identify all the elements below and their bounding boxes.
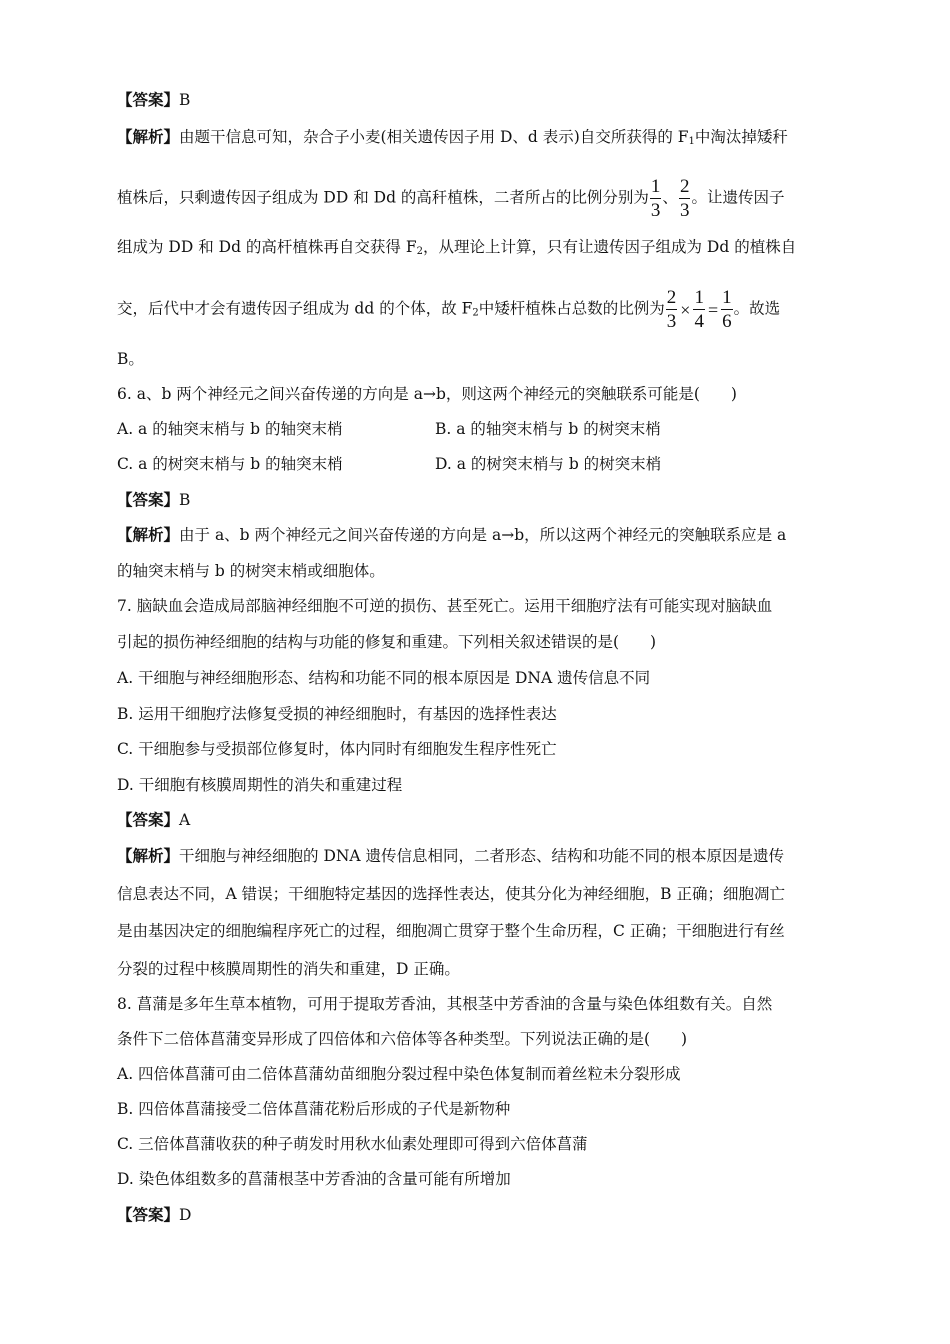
q8-option-d: D. 染色体组数多的菖蒲根茎中芳香油的含量可能有所增加	[117, 1170, 511, 1188]
fraction-denominator: 3	[679, 200, 690, 221]
q7-option-c: C. 干细胞参与受损部位修复时，体内同时有细胞发生程序性死亡	[117, 740, 557, 758]
separator: 、	[662, 188, 678, 207]
q6-analysis-line-1	[117, 524, 837, 546]
subscript: 2	[472, 307, 479, 319]
q7-option-d: D. 干细胞有核膜周期性的消失和重建过程	[117, 776, 403, 794]
fraction-denominator: 4	[694, 311, 704, 332]
analysis-text: 由题干信息可知，杂合子小麦(相关遗传因子用 D、d 表示)自交所获得的 F	[179, 128, 689, 146]
fraction-numerator: 1	[650, 176, 661, 197]
q5-analysis-line-1	[117, 126, 837, 153]
answer-label: 【答案】	[117, 1205, 180, 1224]
fraction-two-thirds	[666, 288, 678, 331]
q8-stem-line-1: 8. 菖蒲是多年生草本植物，可用于提取芳香油，其根茎中芳香油的含量与染色体组数有关。自然	[117, 995, 773, 1013]
fraction-one-third	[650, 177, 662, 220]
analysis-text: 。故选	[733, 299, 781, 318]
fraction-one-quarter	[693, 288, 705, 331]
q8-option-b: B. 四倍体菖蒲接受二倍体菖蒲花粉后形成的子代是新物种	[117, 1100, 511, 1118]
fraction-two-thirds	[679, 177, 691, 220]
q6-option-d: D. a 的树突末梢与 b 的树突末梢	[435, 455, 662, 473]
q7-option-a: A. 干细胞与神经细胞形态、结构和功能不同的根本原因是 DNA 遗传信息不同	[117, 669, 651, 687]
q7-analysis-line-2: 信息表达不同，A 错误；干细胞特定基因的选择性表达，使其分化为神经细胞，B 正确；细胞凋亡	[117, 885, 785, 903]
analysis-label: 【解析】	[117, 525, 180, 544]
q7-option-b: B. 运用干细胞疗法修复受损的神经细胞时，有基因的选择性表达	[117, 705, 557, 723]
q7-analysis-line-4: 分裂的过程中核膜周期性的消失和重建，D 正确。	[117, 960, 460, 978]
q7-analysis-line-1	[117, 845, 837, 867]
q7-answer	[117, 809, 837, 831]
fraction-denominator: 3	[666, 311, 677, 332]
fraction-numerator: 2	[666, 287, 677, 308]
analysis-text: 中淘汰掉矮秆	[694, 128, 788, 146]
fraction-denominator: 6	[722, 311, 732, 332]
q6-option-b: B. a 的轴突末梢与 b 的树突末梢	[435, 420, 661, 438]
fraction-one-sixth	[721, 288, 733, 331]
answer-label: 【答案】	[117, 90, 180, 109]
q8-answer	[117, 1204, 837, 1226]
q6-option-a: A. a 的轴突末梢与 b 的轴突末梢	[117, 420, 343, 438]
analysis-label: 【解析】	[117, 127, 180, 146]
fraction-numerator: 1	[694, 287, 704, 308]
q5-analysis-line-5	[117, 348, 837, 370]
fraction-numerator: 1	[722, 287, 732, 308]
q7-stem-line-2: 引起的损伤神经细胞的结构与功能的修复和重建。下列相关叙述错误的是( )	[117, 633, 657, 651]
analysis-text: ，从理论上计算，只有让遗传因子组成为 Dd 的植株自	[422, 238, 797, 256]
answer-label: 【答案】	[117, 490, 180, 509]
analysis-text: 。让遗传因子	[691, 188, 785, 207]
subscript: 1	[688, 136, 695, 147]
q5-analysis-line-2	[117, 177, 837, 220]
q5-analysis-line-4	[117, 288, 837, 334]
analysis-text: 植株后，只剩遗传因子组成为 DD 和 Dd 的高秆植株，二者所占的比例分别为	[117, 188, 649, 207]
answer-value: B	[179, 491, 191, 509]
equals-sign: =	[707, 299, 719, 320]
q5-answer	[117, 89, 837, 111]
analysis-label: 【解析】	[117, 846, 180, 865]
analysis-text: B。	[117, 350, 144, 368]
times-sign: ×	[680, 299, 691, 320]
q8-option-a: A. 四倍体菖蒲可由二倍体菖蒲幼苗细胞分裂过程中染色体复制而着丝粒未分裂形成	[117, 1065, 681, 1083]
fraction-numerator: 2	[679, 176, 690, 197]
q6-answer	[117, 489, 837, 511]
answer-value: D	[179, 1206, 192, 1224]
answer-value: A	[179, 811, 191, 829]
analysis-text: 交，后代中才会有遗传因子组成为 dd 的个体，故 F	[117, 299, 473, 318]
subscript: 2	[416, 246, 423, 257]
analysis-text: 组成为 DD 和 Dd 的高杆植株再自交获得 F	[117, 238, 417, 256]
answer-label: 【答案】	[117, 810, 180, 829]
q6-option-c: C. a 的树突末梢与 b 的轴突末梢	[117, 455, 343, 473]
analysis-text: 中矮杆植株占总数的比例为	[478, 299, 665, 318]
q6-stem: 6. a、b 两个神经元之间兴奋传递的方向是 a→b，则这两个神经元的突触联系可能是( )	[117, 385, 737, 403]
fraction-denominator: 3	[650, 200, 661, 221]
q8-option-c: C. 三倍体菖蒲收获的种子萌发时用秋水仙素处理即可得到六倍体菖蒲	[117, 1135, 588, 1153]
q7-analysis-line-3: 是由基因决定的细胞编程序死亡的过程，细胞凋亡贯穿于整个生命历程，C 正确；干细胞进行有丝	[117, 922, 785, 940]
q6-analysis-line-2: 的轴突末梢与 b 的树突末梢或细胞体。	[117, 562, 385, 580]
answer-value: B	[179, 91, 191, 109]
analysis-text: 由于 a、b 两个神经元之间兴奋传递的方向是 a→b，所以这两个神经元的突触联系应是 a	[179, 526, 787, 544]
q8-stem-line-2: 条件下二倍体菖蒲变异形成了四倍体和六倍体等各种类型。下列说法正确的是( )	[117, 1030, 688, 1048]
q7-stem-line-1: 7. 脑缺血会造成局部脑神经细胞不可逆的损伤、甚至死亡。运用干细胞疗法有可能实现对脑缺血	[117, 597, 773, 615]
q5-analysis-line-3	[117, 236, 837, 263]
analysis-text: 干细胞与神经细胞的 DNA 遗传信息相同，二者形态、结构和功能不同的根本原因是遗传	[179, 847, 785, 865]
